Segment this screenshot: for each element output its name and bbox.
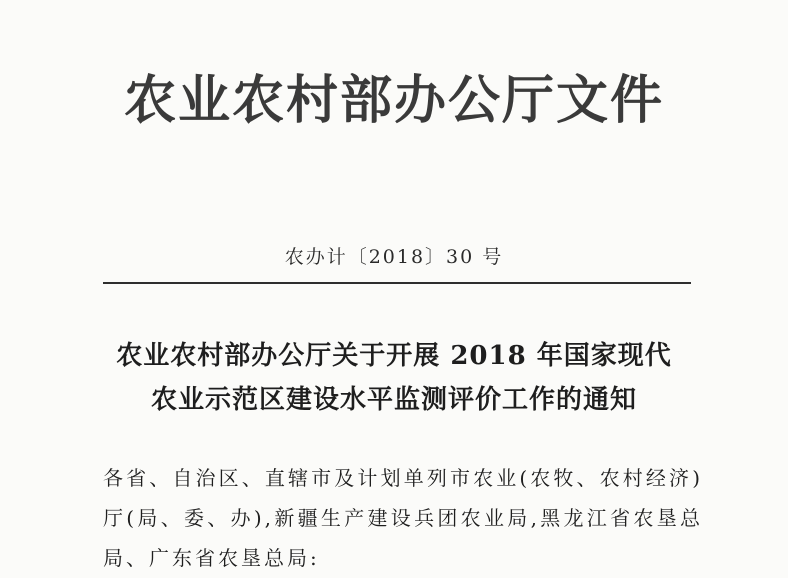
notice-title-line-2: 农业示范区建设水平监测评价工作的通知	[150, 385, 637, 415]
document-header-title: 农业农村部办公厅文件	[123, 70, 664, 131]
document-number: 农办计〔2018〕30 号	[284, 246, 504, 268]
notice-title-line-1: 农业农村部办公厅关于开展 2018 年国家现代	[116, 341, 672, 371]
header-divider	[103, 282, 691, 284]
notice-title	[0, 334, 788, 422]
addressees-paragraph: 各省、自治区、直辖市及计划单列市农业(农牧、农村经济)厅(局、委、办),新疆生产建设兵团农业局,黑龙江省农垦总局、广东省农垦总局:	[103, 466, 703, 570]
